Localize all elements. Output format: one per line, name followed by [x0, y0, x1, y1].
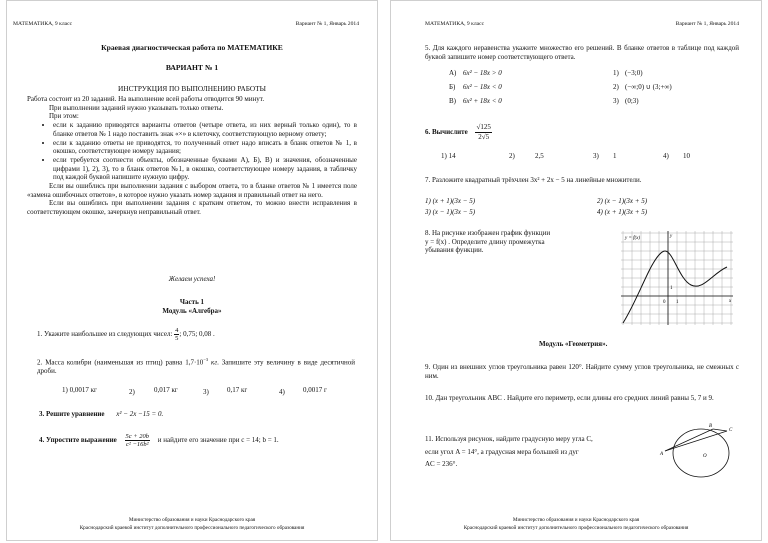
q5-row: Б) 6x² − 18x < 0 2) (−∞;0) ∪ (3;+∞): [449, 83, 672, 91]
header-right: Вариант № 1, Январь 2014: [295, 21, 359, 27]
label-a: A: [660, 452, 664, 457]
q6-opt-3-num: 3): [593, 152, 599, 160]
origin-label: 0: [663, 300, 666, 305]
part-title: Часть 1: [179, 298, 205, 306]
q6-opt-2: 2,5: [535, 152, 544, 160]
label-c: C: [729, 428, 733, 433]
question-7: 7. Разложите квадратный трёхчлен 3x² + 2x − 5 на линейные множители.: [425, 176, 642, 184]
module-geometry: Модуль «Геометрия».: [539, 340, 608, 348]
grid: [621, 231, 733, 325]
segment-ab: [665, 429, 713, 451]
bullet: • если требуется соотнести объекты, обозначенные буквами А), Б), В) и значения, обозначенные цифрами 1), 2), 3), то в бланк ответов №1, в окошко, соответствующее номеру задания, в табличку под каждой буквой напишите нужную цифру.: [53, 156, 357, 182]
question-10: 10. Дан треугольник ABC . Найдите его периметр, если длины его средних линий равны 5, 7 и 9.: [425, 394, 714, 402]
question-11: 11. Используя рисунок, найдите градусную меру угла C, если угол A = 14°, а градусная мера большей из дуг AC = 236°.: [425, 435, 593, 469]
q2-opt-3: 0,17 кг: [227, 386, 248, 394]
para-mistake1: Если вы ошиблись при выполнении задания с выбором ответа, то в бланке ответов № 1 имеется поле «замена ошибочных ответов», в которое нужно указать номер задания и правильный ответ на него.: [27, 182, 357, 199]
fraction: $\frac{√125}{2√5}$: [476, 123, 491, 141]
header-right: Вариант № 1, Январь 2014: [675, 21, 739, 27]
q5-row: В) 6x² + 18x < 0 3) (0;3): [449, 97, 639, 105]
circle-diagram: [659, 419, 739, 481]
circle: [673, 429, 729, 477]
q6-opt-4-num: 4): [663, 152, 669, 160]
q5-table: [449, 69, 739, 111]
module-title: Модуль «Алгебра»: [162, 307, 222, 315]
q5-row: А) 6x² − 18x > 0 1) (−3;0): [449, 69, 643, 77]
fraction: $\frac{5c + 20b}{\text{c² −16b²}}$: [125, 433, 150, 448]
q2-opt-2-num: 2): [129, 388, 135, 396]
wish: Желаем успеха!: [168, 275, 216, 283]
footer: Министерство образования и науки Краснодарского края Краснодарский краевой институт дополнительного профессионального педагогического образования: [79, 517, 305, 531]
q2-opt-2: 0,017 кг: [154, 386, 178, 394]
question-5: 5. Для каждого неравенства укажите множество его решений. В бланке ответов в таблице под каждой буквой запишите номер соответствующего ответа.: [425, 44, 739, 61]
question-1: 1. Укажите наибольшее из следующих чисел: $\frac{4}{5}$ ; 0,75; 0,08 .: [37, 327, 215, 342]
segment-bc: [713, 429, 727, 431]
q2-opt-4: 0,0017 г: [303, 386, 327, 394]
q7-opt-1: 1) (x + 1)(3x − 5): [425, 197, 476, 205]
question-4: 4. Упростите выражение $\frac{5c + 20b}{\text{c² −16b²}}$ и найдите его значение при c = 14; b = 1.: [39, 433, 279, 448]
q7-opt-2: 2) (x − 1)(3x + 5): [597, 197, 648, 205]
q7-opt-4: 4) (x + 1)(3x + 5): [597, 208, 648, 216]
q2-opt-1: 1) 0,0017 кг: [62, 386, 97, 394]
q6-opt-1: 1) 14: [441, 152, 456, 160]
page-right: [390, 0, 762, 541]
segment-ac: [665, 431, 727, 451]
x-label: x: [729, 299, 732, 304]
para-mistake2: Если вы ошиблись при выполнении задания с кратким ответом, то можно внести исправления в соответствующем окошке, зачеркнув неправильный ответ.: [27, 199, 357, 217]
function-label: y = f(x): [625, 236, 641, 241]
header-left: МАТЕМАТИКА, 9 класс: [425, 21, 485, 27]
intro2: При выполнении заданий нужно указывать только ответы.: [49, 103, 224, 112]
question-9: 9. Один из внешних углов треугольника равен 120°. Найдите сумму углов треугольника, не смежных с ним.: [425, 363, 739, 380]
fraction: $\frac{4}{5}$: [175, 327, 179, 342]
question-6: 6. Вычислите $\frac{√125}{2√5}$: [425, 123, 491, 141]
when: При этом:: [49, 112, 79, 121]
question-8: 8. На рисунке изображен график функции y = f(x) . Определите длину промежутка убывания функции.: [425, 229, 551, 255]
title: Краевая диагностическая работа по МАТЕМАТИКЕ: [101, 43, 283, 52]
label-o: O: [703, 454, 707, 459]
function-graph: [619, 229, 735, 327]
question-3: 3. Решите уравнение x² − 2x −15 = 0.: [39, 410, 164, 418]
bullet: • если к заданию ответы не приводятся, то полученный ответ надо вписать в бланк ответов № 1, в окошко, соответствующее номеру задания;: [53, 139, 357, 156]
unit-y-label: 1: [670, 286, 673, 291]
bullet: • если к заданию приводятся варианты ответов (четыре ответа, из них верный только один), то в бланке ответов № 1 надо поставить знак «×» в клеточку, соответствующую верному ответу;: [53, 121, 357, 138]
intro: Работа состоит из 20 заданий. На выполнение всей работы отводится 90 минут.: [27, 95, 265, 103]
q6-opt-2-num: 2): [509, 152, 515, 160]
page-left: [6, 0, 378, 541]
q2-opt-3-num: 3): [203, 388, 209, 396]
footer: Министерство образования и науки Краснодарского края Краснодарский краевой институт дополнительного профессионального педагогического образования: [463, 517, 689, 531]
y-label: y: [670, 234, 673, 239]
header-left: МАТЕМАТИКА, 9 класс: [13, 21, 73, 27]
instructions-title: ИНСТРУКЦИЯ ПО ВЫПОЛНЕНИЮ РАБОТЫ: [118, 84, 266, 93]
unit-x-label: 1: [676, 300, 679, 305]
instructions: [27, 95, 357, 217]
question-2: 2. Масса колибри (наименьшая из птиц) равна $1,7\cdot 10^{-3}$ кг. Запишите эту величину в виде десятичной дроби.: [37, 357, 355, 376]
q2-opt-4-num: 4): [279, 388, 285, 396]
q7-opt-3: 3) (x − 1)(3x − 5): [425, 208, 476, 216]
q6-opt-3: 1: [613, 152, 617, 160]
label-b: B: [709, 424, 713, 429]
q6-opt-4: 10: [683, 152, 690, 160]
variant: ВАРИАНТ № 1: [165, 63, 219, 72]
